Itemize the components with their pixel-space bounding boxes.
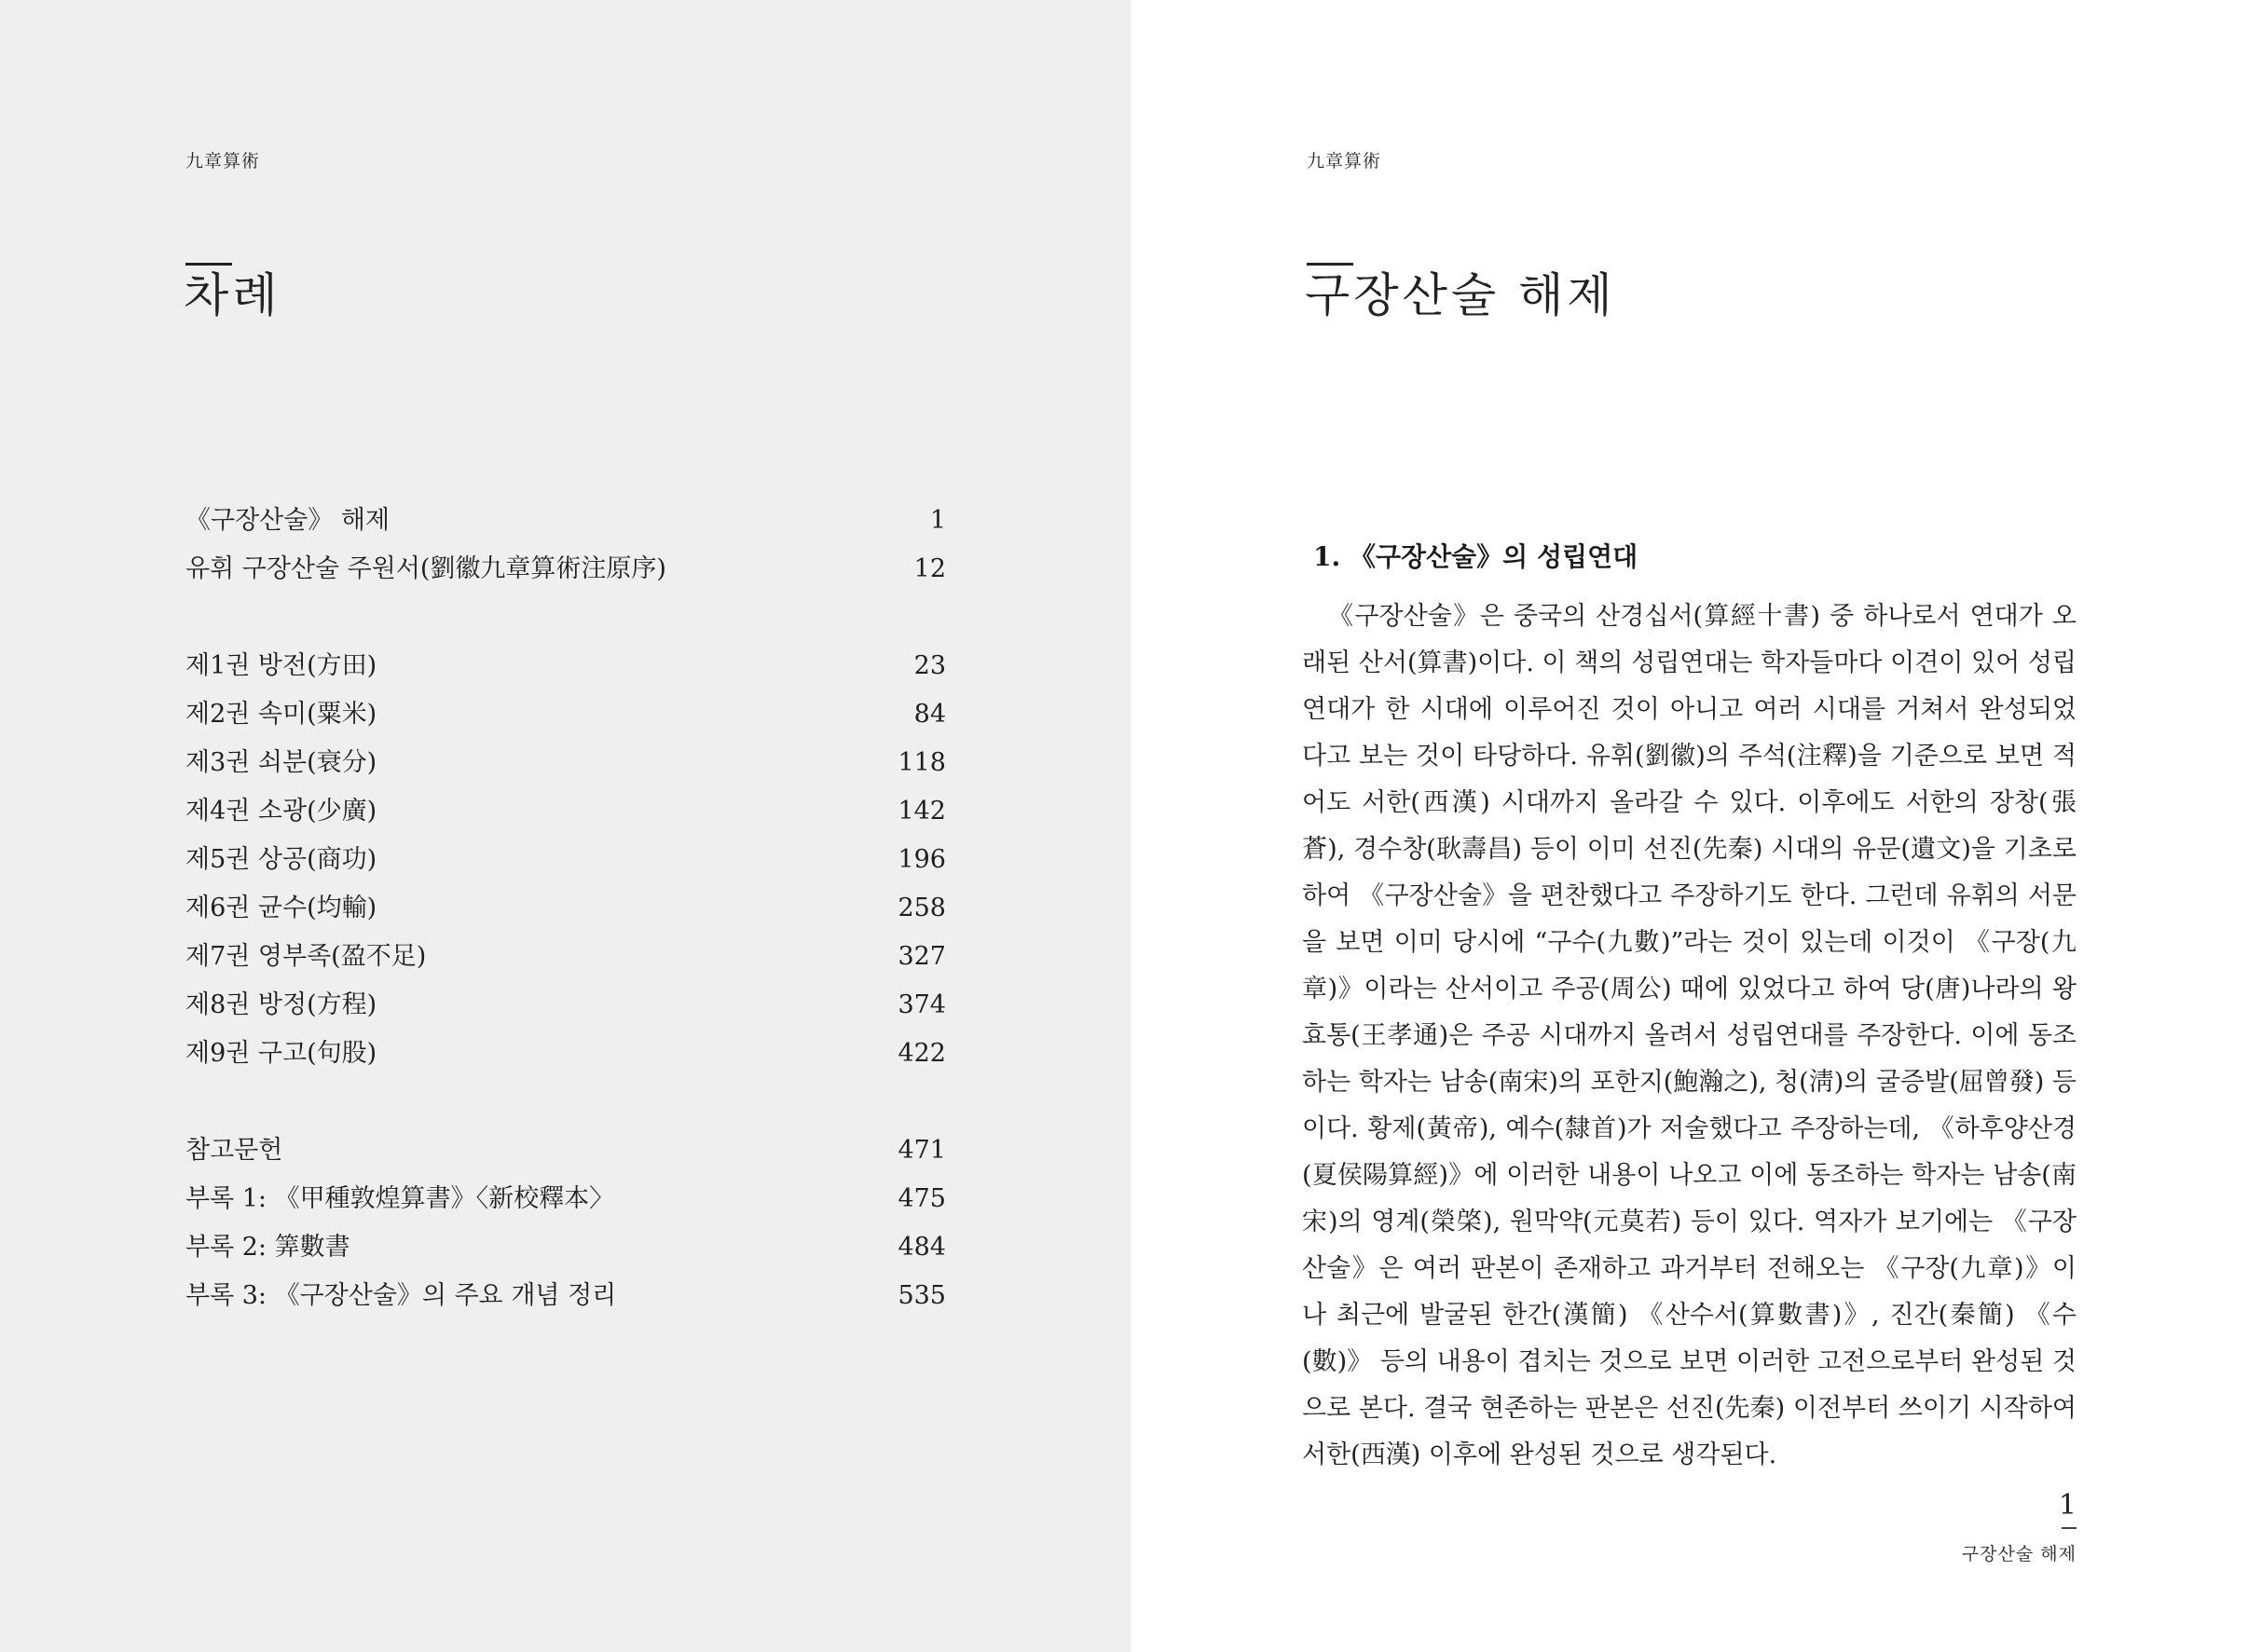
toc-entry[interactable]: [185, 981, 946, 1030]
toc-entry-page: 1: [929, 506, 946, 535]
toc-entry[interactable]: [185, 1126, 946, 1175]
toc-entry[interactable]: [185, 497, 946, 545]
toc-group-chapters: [185, 642, 946, 1078]
toc-entry-page: 142: [898, 797, 946, 826]
toc-entry-page: 471: [898, 1136, 946, 1165]
toc-entry-page: 422: [898, 1039, 946, 1068]
toc-entry[interactable]: [185, 690, 946, 739]
toc-entry-page: 475: [898, 1184, 946, 1213]
toc-entry-title: 부록 1: 《甲種敦煌算書》〈新校釋本〉: [185, 1184, 615, 1213]
toc-entry-page: 23: [913, 651, 946, 680]
toc-entry-title: 제4권 소광(少廣): [185, 797, 377, 826]
toc-entry-page: 258: [898, 894, 946, 922]
toc-entry-page: 374: [898, 990, 946, 1019]
toc-entry-page: 118: [898, 748, 946, 777]
toc-entry-title: 제8권 방정(方程): [185, 990, 377, 1019]
body-paragraph: 《구장산술》은 중국의 산경십서(算經十書) 중 하나로서 연대가 오래된 산서(算書)이다. 이 책의 성립연대는 학자들마다 이견이 있어 성립연대가 한 시대에 이루어진 것이 아니고 여러 시대를 거쳐서 완성되었다고 보는 것이 타당하다. 유휘(劉徽)의 주석(注釋)을 기준으로 보면 적어도 서한(西漢) 시대까지 올라갈 수 있다. 이후에도 서한의 장창(張蒼), 경수창(耿壽昌) 등이 이미 선진(先秦) 시대의 유문(遺文)을 기초로 하여 《구장산술》을 편찬했다고 주장하기도 한다. 그런데 유휘의 서문을 보면 이미 당시에 “구수(九數)”라는 것이 있는데 이것이 《구장(九章)》이라는 산서이고 주공(周公) 때에 있었다고 하여 당(唐)나라의 왕효통(王孝通)은 주공 시대까지 올려서 성립연대를 주장한다. 이에 동조하는 학자는 남송(南宋)의 포한지(鮑瀚之), 청(淸)의 굴증발(屈曾發) 등이다. 황제(黃帝), 예수(隸首)가 저술했다고 주장하는데, 《하후양산경(夏侯陽算經)》에 이러한 내용이 나오고 이에 동조하는 학자는 남송(南宋)의 영계(榮棨), 원막약(元莫若) 등이 있다. 역자가 보기에는 《구장산술》은 여러 판본이 존재하고 과거부터 전해오는 《구장(九章)》이나 최근에 발굴된 한간(漢簡) 《산수서(算數書)》, 진간(秦簡) 《수(數)》 등의 내용이 겹치는 것으로 보면 이러한 고전으로부터 완성된 것으로 본다. 결국 현존하는 판본은 선진(先秦) 이전부터 쓰이기 시작하여 서한(西漢) 이후에 완성된 것으로 생각된다.: [1302, 602, 2077, 1469]
toc-entry[interactable]: [185, 787, 946, 836]
toc-entry[interactable]: [185, 1175, 946, 1223]
toc-entry[interactable]: [185, 545, 946, 594]
toc-entry-page: 327: [898, 942, 946, 971]
toc-entry[interactable]: [185, 1272, 946, 1320]
toc-entry-title: 부록 3: 《구장산술》의 주요 개념 정리: [185, 1281, 617, 1310]
toc-entry-title: 제6권 균수(均輸): [185, 894, 377, 922]
toc-entry[interactable]: [185, 884, 946, 933]
toc-entry[interactable]: [185, 836, 946, 884]
toc-entry-title: 《구장산술》 해제: [185, 506, 391, 535]
toc-entry-page: 196: [898, 845, 946, 874]
toc-entry-title: 유휘 구장산술 주원서(劉徽九章算術注原序): [185, 554, 666, 583]
toc-entry[interactable]: [185, 1223, 946, 1272]
toc-entry-page: 84: [913, 700, 946, 729]
toc-entry-page: 484: [898, 1233, 946, 1262]
toc-group-back: [185, 1126, 946, 1320]
chapter-rule: [185, 263, 232, 266]
running-head: 九章算術: [1307, 151, 1382, 171]
page-number: 1: [2058, 1489, 2077, 1522]
running-foot: 구장산술 해제: [1961, 1544, 2077, 1564]
table-of-contents: [185, 497, 946, 1369]
toc-entry-title: 제2권 속미(粟米): [185, 700, 377, 729]
folio: [1962, 1490, 2077, 1565]
toc-entry[interactable]: [185, 1030, 946, 1078]
toc-entry-title: 제9권 구고(句股): [185, 1039, 377, 1068]
toc-entry-title: 제1권 방전(方田): [185, 651, 377, 680]
page-title: 차례: [184, 268, 281, 322]
toc-entry-page: 535: [898, 1281, 946, 1310]
toc-entry[interactable]: [185, 642, 946, 690]
page-title: 구장산술 해제: [1305, 268, 1616, 322]
right-page: [1131, 0, 2248, 1652]
chapter-rule: [1307, 263, 1353, 266]
toc-entry-title: 제3권 쇠분(衰分): [185, 748, 377, 777]
toc-entry-title: 제7권 영부족(盈不足): [185, 942, 427, 971]
toc-entry[interactable]: [185, 739, 946, 787]
toc-entry-title: 제5권 상공(商功): [185, 845, 377, 874]
section-heading: 1. 《구장산술》의 성립연대: [1313, 541, 1638, 572]
running-head: 九章算術: [185, 151, 261, 171]
toc-group-front: [185, 497, 946, 594]
toc-entry-page: 12: [913, 554, 946, 583]
toc-entry[interactable]: [185, 933, 946, 981]
toc-entry-title: 참고문헌: [185, 1136, 283, 1165]
folio-rule: [2062, 1527, 2077, 1529]
toc-entry-title: 부록 2: 筭數書: [185, 1233, 350, 1262]
